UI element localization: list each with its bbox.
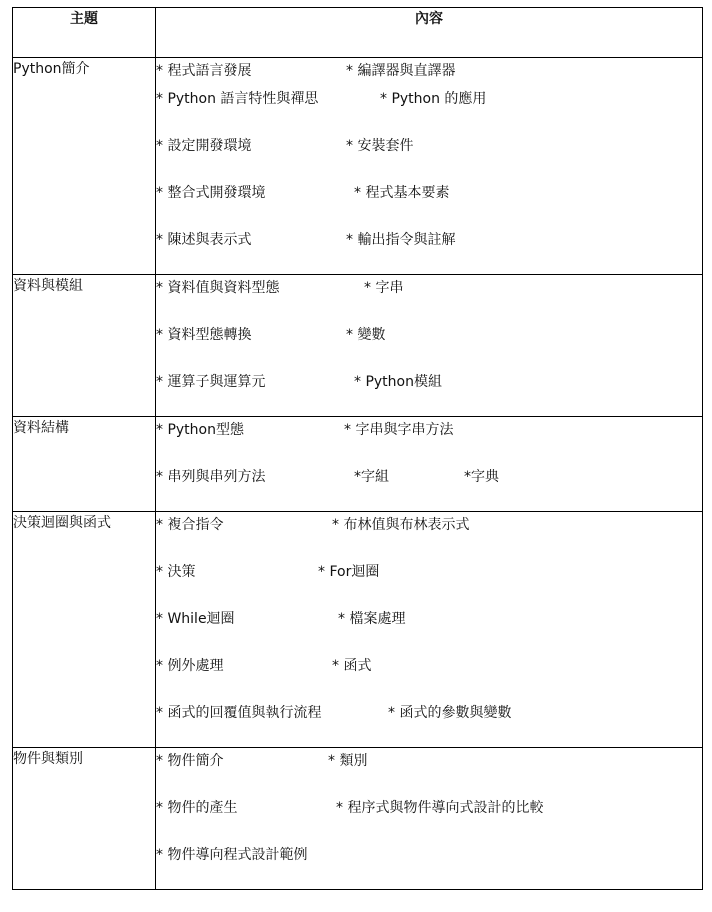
- row-topic: 決策迴圈與函式: [13, 512, 156, 748]
- content-line: [156, 322, 702, 369]
- content-item: * 程式基本要素: [354, 185, 450, 201]
- content-line: [156, 748, 702, 795]
- content-item: * 安裝套件: [346, 138, 414, 154]
- table-row: [13, 512, 703, 748]
- content-item: * 編譯器與直譯器: [346, 63, 456, 79]
- row-topic: 資料結構: [13, 417, 156, 512]
- content-item: * 資料型態轉換: [156, 327, 252, 343]
- header-topic: 主題: [13, 8, 156, 58]
- content-item: * 物件的產生: [156, 800, 238, 816]
- content-item: * Python 的應用: [380, 91, 487, 107]
- content-line: [156, 795, 702, 842]
- content-line: [156, 559, 702, 606]
- syllabus-table: [12, 7, 703, 890]
- content-item: * 設定開發環境: [156, 138, 252, 154]
- content-line: [156, 275, 702, 322]
- row-content: [156, 417, 703, 512]
- row-content: [156, 58, 703, 275]
- table-header-row: [13, 8, 703, 58]
- content-item: * 函式的回覆值與執行流程: [156, 705, 322, 721]
- content-line: [156, 606, 702, 653]
- content-line: [156, 133, 702, 180]
- content-item: * Python型態: [156, 422, 244, 438]
- content-line: [156, 464, 702, 511]
- content-line: [156, 512, 702, 559]
- content-item: * 程序式與物件導向式設計的比較: [336, 800, 544, 816]
- content-line: [156, 180, 702, 227]
- content-item: * 例外處理: [156, 658, 224, 674]
- content-item: * While迴圈: [156, 611, 235, 627]
- content-item: * 資料值與資料型態: [156, 280, 280, 296]
- table-row: [13, 417, 703, 512]
- row-content: [156, 512, 703, 748]
- content-line: [156, 227, 702, 274]
- content-item: * 字串: [364, 280, 404, 296]
- content-item: * 布林值與布林表示式: [332, 517, 470, 533]
- row-topic: Python簡介: [13, 58, 156, 275]
- content-item: * 檔案處理: [338, 611, 406, 627]
- row-topic: 資料與模組: [13, 275, 156, 417]
- content-line: [156, 653, 702, 700]
- content-item: * 函式的參數與變數: [388, 705, 512, 721]
- content-item: *字典: [464, 469, 499, 485]
- content-line: [156, 417, 702, 464]
- content-item: * 物件導向程式設計範例: [156, 847, 308, 863]
- content-item: * For迴圈: [318, 564, 380, 580]
- content-item: * 類別: [328, 753, 368, 769]
- table-row: [13, 275, 703, 417]
- table-row: [13, 58, 703, 275]
- content-line: [156, 58, 702, 86]
- content-item: * Python 語言特性與禪思: [156, 91, 319, 107]
- content-item: * 物件簡介: [156, 753, 224, 769]
- content-item: * 串列與串列方法: [156, 469, 266, 485]
- content-item: * 決策: [156, 564, 196, 580]
- content-item: * 程式語言發展: [156, 63, 252, 79]
- content-item: * 函式: [332, 658, 372, 674]
- content-line: [156, 369, 702, 416]
- content-line: [156, 700, 702, 747]
- content-line: [156, 86, 702, 133]
- content-item: * 陳述與表示式: [156, 232, 252, 248]
- row-content: [156, 748, 703, 890]
- header-content: 內容: [156, 8, 703, 58]
- content-item: * 輸出指令與註解: [346, 232, 456, 248]
- content-item: * 變數: [346, 327, 386, 343]
- row-topic: 物件與類別: [13, 748, 156, 890]
- content-item: * 運算子與運算元: [156, 374, 266, 390]
- content-item: *字組: [354, 469, 389, 485]
- row-content: [156, 275, 703, 417]
- content-item: * 複合指令: [156, 517, 224, 533]
- content-item: * 整合式開發環境: [156, 185, 266, 201]
- table-row: [13, 748, 703, 890]
- content-item: * Python模組: [354, 374, 442, 390]
- content-item: * 字串與字串方法: [344, 422, 454, 438]
- content-line: [156, 842, 702, 889]
